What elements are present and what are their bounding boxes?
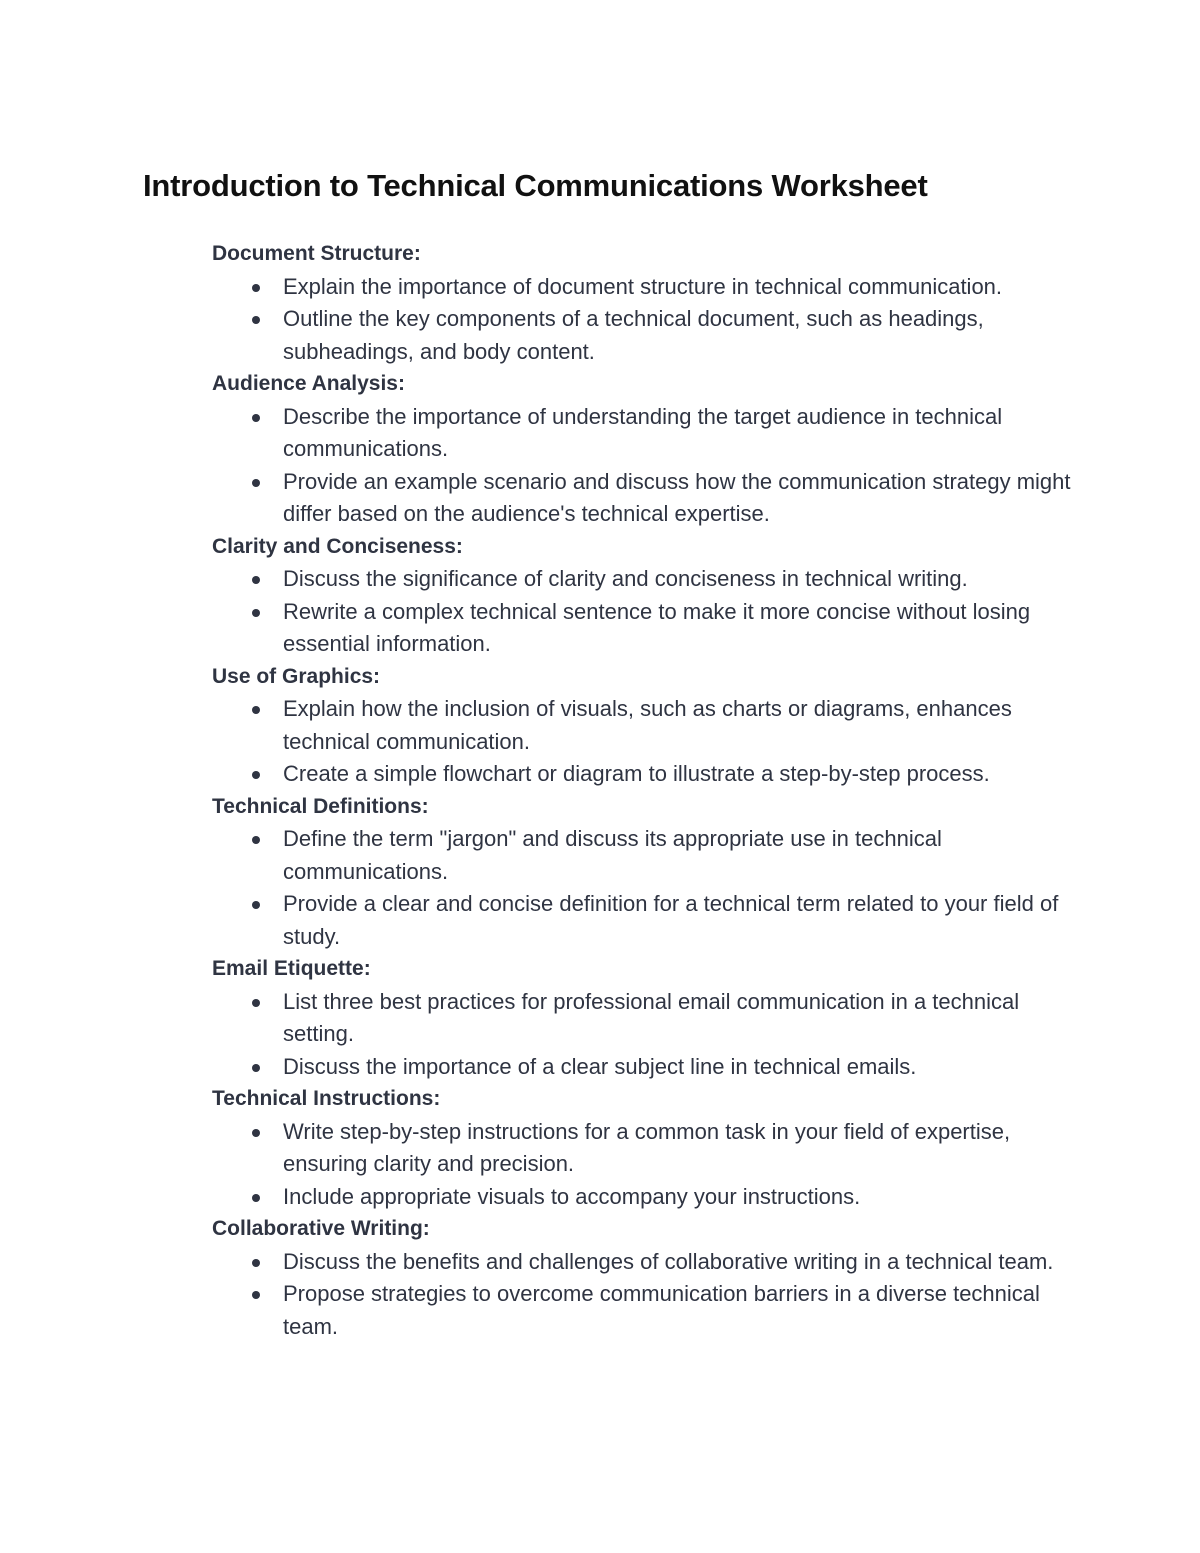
section-heading: Collaborative Writing: — [212, 1217, 430, 1240]
section-heading: Audience Analysis: — [212, 372, 405, 395]
list-item — [212, 693, 1082, 758]
worksheet-content — [212, 238, 1082, 1343]
bullet-icon — [252, 1259, 260, 1267]
section-heading: Email Etiquette: — [212, 957, 371, 980]
bullet-list — [212, 563, 1082, 661]
bullet-icon — [252, 901, 260, 909]
bullet-icon — [252, 999, 260, 1007]
bullet-icon — [252, 316, 260, 324]
bullet-icon — [252, 706, 260, 714]
bullet-icon — [252, 836, 260, 844]
list-item — [212, 401, 1082, 466]
bullet-list — [212, 986, 1082, 1084]
list-item-text: Discuss the benefits and challenges of collaborative writing in a technical team. — [283, 1248, 1054, 1274]
list-item-text: Define the term "jargon" and discuss its appropriate use in technical communications. — [283, 826, 942, 884]
list-item-text: Discuss the importance of a clear subject line in technical emails. — [283, 1053, 917, 1079]
page-title: Introduction to Technical Communications Worksheet — [143, 168, 928, 203]
list-item — [212, 1051, 1082, 1084]
bullet-list — [212, 693, 1082, 791]
list-item-text: Discuss the significance of clarity and conciseness in technical writing. — [283, 566, 968, 591]
section-document-structure — [212, 238, 1082, 368]
list-item — [212, 888, 1082, 953]
list-item-text: Rewrite a complex technical sentence to make it more concise without losing essential information. — [283, 598, 1031, 656]
bullet-icon — [252, 284, 260, 292]
bullet-icon — [252, 1129, 260, 1137]
list-item — [212, 466, 1082, 531]
list-item — [212, 563, 1082, 596]
bullet-icon — [252, 414, 260, 422]
list-item — [212, 1181, 1082, 1214]
section-use-of-graphics — [212, 661, 1082, 791]
list-item — [212, 823, 1082, 888]
bullet-list — [212, 401, 1082, 531]
bullet-icon — [252, 609, 260, 617]
section-technical-definitions — [212, 791, 1082, 954]
list-item — [212, 1278, 1082, 1343]
list-item-text: Provide a clear and concise definition for a technical term related to your field of study. — [283, 891, 1059, 949]
list-item-text: Explain the importance of document structure in technical communication. — [283, 273, 1003, 299]
section-collaborative-writing — [212, 1213, 1082, 1343]
section-heading: Technical Instructions: — [212, 1087, 441, 1110]
section-technical-instructions — [212, 1083, 1082, 1213]
list-item-text: Outline the key components of a technical document, such as headings, subheadings, and body content. — [283, 306, 984, 364]
list-item — [212, 986, 1082, 1051]
bullet-icon — [252, 1291, 260, 1299]
section-heading: Clarity and Conciseness: — [212, 534, 463, 558]
list-item — [212, 1246, 1082, 1279]
section-heading: Document Structure: — [212, 242, 421, 265]
bullet-list — [212, 271, 1082, 369]
list-item — [212, 758, 1082, 791]
list-item-text: Create a simple flowchart or diagram to illustrate a step-by-step process. — [283, 761, 990, 786]
section-email-etiquette — [212, 953, 1082, 1083]
bullet-list — [212, 1116, 1082, 1214]
bullet-icon — [252, 576, 260, 584]
bullet-icon — [252, 1064, 260, 1072]
section-audience-analysis — [212, 368, 1082, 531]
list-item — [212, 1116, 1082, 1181]
list-item-text: Explain how the inclusion of visuals, such as charts or diagrams, enhances technical communication. — [283, 696, 1012, 754]
bullet-icon — [252, 479, 260, 487]
list-item-text: Provide an example scenario and discuss how the communication strategy might differ based on the audience's technical expertise. — [283, 468, 1071, 526]
bullet-icon — [252, 771, 260, 779]
list-item — [212, 303, 1082, 368]
list-item — [212, 596, 1082, 661]
section-heading: Use of Graphics: — [212, 664, 381, 688]
list-item-text: Describe the importance of understanding the target audience in technical communications. — [283, 403, 1003, 461]
bullet-list — [212, 823, 1082, 953]
bullet-list — [212, 1246, 1082, 1344]
section-heading: Technical Definitions: — [212, 794, 429, 818]
list-item-text: Write step-by-step instructions for a common task in your field of expertise, ensuring clarity and precision. — [283, 1118, 1011, 1176]
bullet-icon — [252, 1194, 260, 1202]
list-item — [212, 271, 1082, 304]
list-item-text: Propose strategies to overcome communication barriers in a diverse technical team. — [283, 1281, 1040, 1339]
section-clarity-and-conciseness — [212, 531, 1082, 661]
list-item-text: Include appropriate visuals to accompany your instructions. — [283, 1183, 861, 1209]
list-item-text: List three best practices for professional email communication in a technical setting. — [283, 988, 1020, 1046]
